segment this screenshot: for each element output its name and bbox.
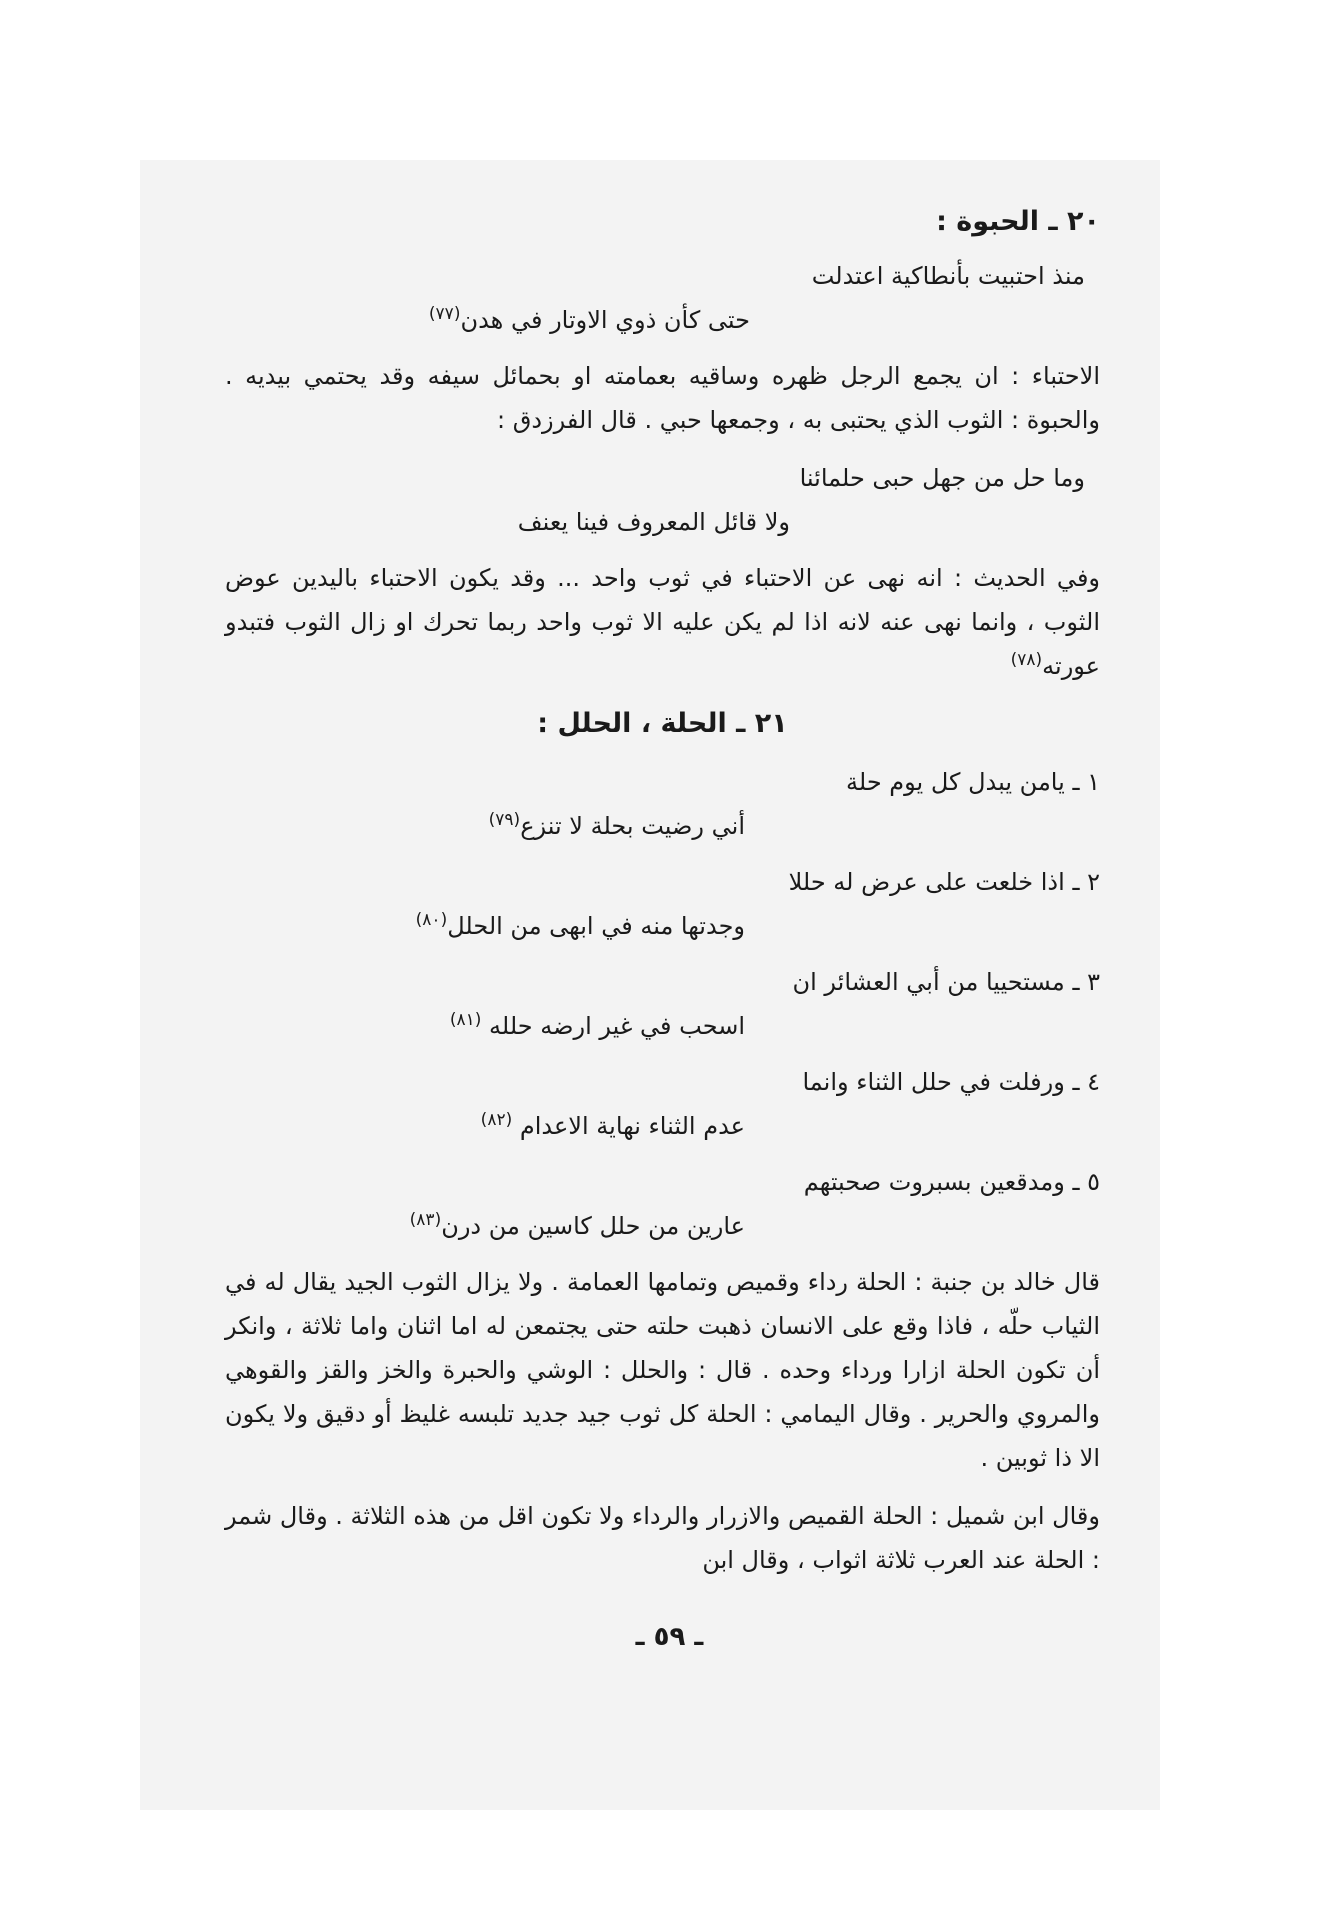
verse-number: ٣ ـ — [1072, 968, 1100, 996]
text-column — [225, 200, 1100, 1596]
verse-line — [225, 1060, 1100, 1104]
verse-line — [225, 804, 1100, 848]
verse-text: اسحب في غير ارضه حلله — [489, 1012, 745, 1040]
footnote-marker: (٨١) — [449, 1010, 482, 1030]
verse-line — [225, 960, 1100, 1004]
page-number: ـ ٥٩ ـ — [635, 1622, 704, 1652]
numbered-verse — [225, 760, 1100, 848]
verse-line: منذ احتبيت بأنطاكية اعتدلت — [811, 262, 1085, 290]
verse-text: ورفلت في حلل الثناء وانما — [802, 1068, 1065, 1096]
verse-line: ولا قائل المعروف فينا يعنف — [517, 508, 790, 536]
verse-line — [225, 860, 1100, 904]
verse-line: وما حل من جهل حبى حلمائنا — [799, 464, 1085, 492]
paragraph-shumail: وقال ابن شميل : الحلة القميص والازرار والرداء ولا تكون اقل من هذه الثلاثة . وقال شمر : الحلة عند العرب ثلاثة اثواب ، وقال ابن — [224, 1502, 1100, 1574]
section-20-title: ٢٠ ـ الحبوة : — [936, 206, 1100, 237]
verse-number: ٥ ـ — [1072, 1168, 1100, 1196]
verse-text: اذا خلعت على عرض له حللا — [788, 868, 1065, 896]
verse-line — [225, 1204, 1100, 1248]
paragraph-khalid: قال خالد بن جنبة : الحلة رداء وقميص وتمامها العمامة . ولا يزال الثوب الجيد يقال له في الثياب حلّه ، فاذا وقع على الانسان ذهبت حلته حتى يجتمعن له اما اثنان واما ثلاثة ، وانكر أن تكون الحلة ازارا ورداء وحده . قال : والحلل : الوشي والحبرة والخز والقز والقوهي والمروي والحرير . وقال اليمامي : الحلة كل ثوب جيد جديد تلبسه غليظ أو دقيق ولا يكون الا ذا ثوبين . — [225, 1268, 1100, 1472]
numbered-verse — [225, 1060, 1100, 1148]
numbered-verse — [225, 1160, 1100, 1248]
verse-text: عدم الثناء نهاية الاعدام — [519, 1112, 745, 1140]
numbered-verse — [225, 860, 1100, 948]
verse-line — [225, 760, 1100, 804]
verse-text: حتى كأن ذوي الاوتار في هدن — [460, 306, 750, 334]
verse-number: ٢ ـ — [1072, 868, 1100, 896]
verse-number: ٤ ـ — [1072, 1068, 1100, 1096]
verse-line — [225, 1004, 1100, 1048]
verse-text: وجدتها منه في ابهى من الحلل — [447, 912, 745, 940]
footnote-marker: (٧٩) — [488, 810, 521, 830]
verse-text: عارين من حلل كاسين من درن — [441, 1212, 745, 1240]
verse-77 — [225, 254, 1100, 342]
section-21-title: ٢١ ـ الحلة ، الحلل : — [537, 708, 788, 739]
footnote-marker: (٨٣) — [409, 1210, 442, 1230]
verse-text: أني رضيت بحلة لا تنزع — [520, 812, 745, 840]
verse-text: مستحييا من أبي العشائر ان — [792, 968, 1065, 996]
verse-line — [225, 904, 1100, 948]
paragraph-text: وفي الحديث : انه نهى عن الاحتباء في ثوب واحد ... وقد يكون الاحتباء باليدين عوض الثوب ، وانما نهى عنه لانه اذا لم يكن عليه الا ثوب واحد ربما تحرك او زال الثوب فتبدو عورته — [225, 564, 1100, 680]
verse-line — [225, 1104, 1100, 1148]
footnote-marker: (٧٧) — [428, 304, 461, 324]
verse-text: ومدقعين بسبروت صحبتهم — [803, 1168, 1065, 1196]
footnote-marker: (٧٨) — [1010, 650, 1043, 670]
verse-line — [225, 298, 1100, 342]
paragraph-ihtiba: الاحتباء : ان يجمع الرجل ظهره وساقيه بعمامته او بحمائل سيفه وقد يحتمي بيديه . والحبوة : الثوب الذي يحتبى به ، وجمعها حبي . قال الفرزدق : — [225, 362, 1100, 434]
verse-line — [225, 1160, 1100, 1204]
footnote-marker: (٨٢) — [480, 1110, 513, 1130]
footnote-marker: (٨٠) — [415, 910, 448, 930]
verse-farazdaq — [225, 456, 1100, 544]
verse-number: ١ ـ — [1072, 768, 1100, 796]
verse-text: يامن يبدل كل يوم حلة — [846, 768, 1065, 796]
paragraph-hadith — [225, 556, 1100, 688]
numbered-verse — [225, 960, 1100, 1048]
